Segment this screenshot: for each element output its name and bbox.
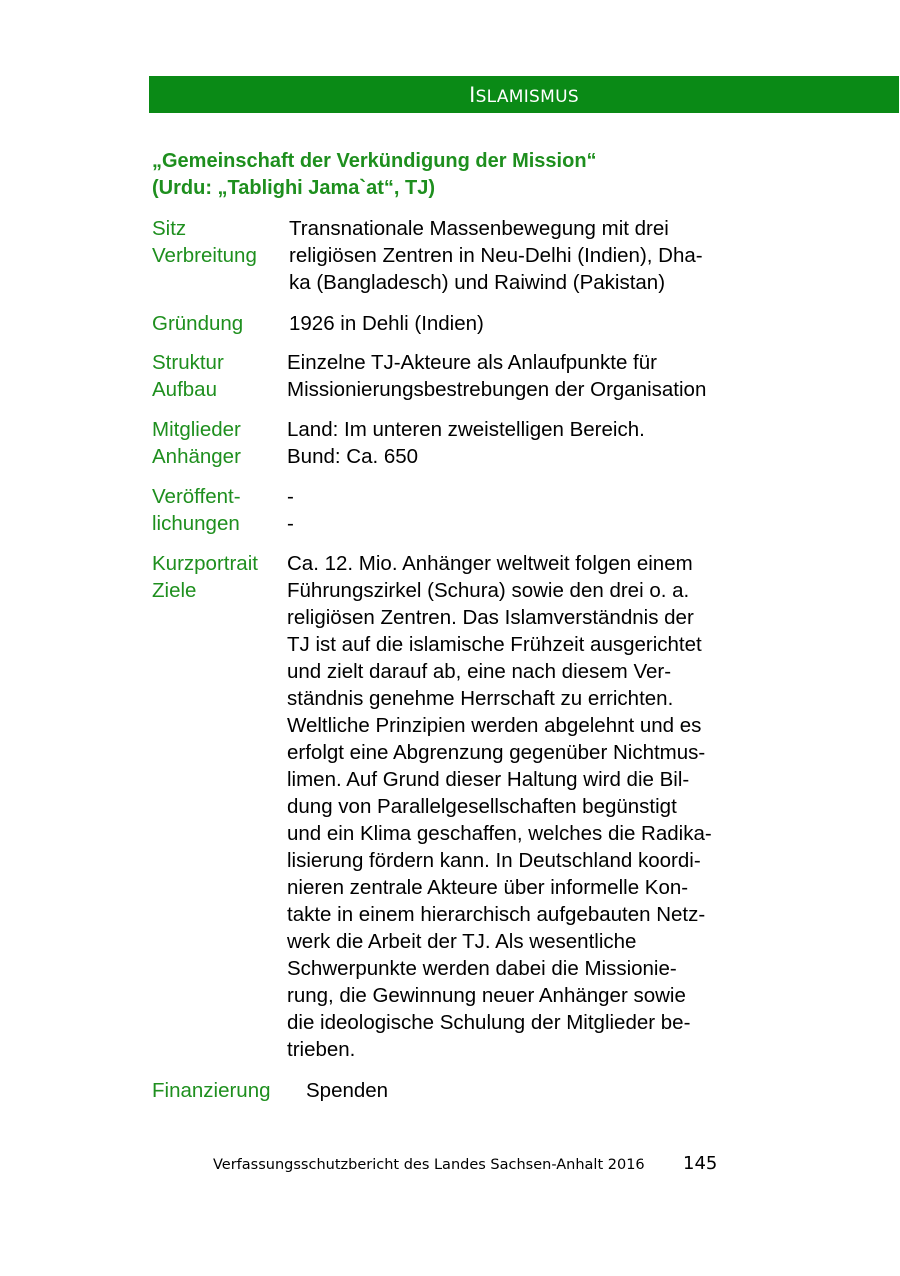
row-label: [152, 310, 292, 337]
row-label: [152, 215, 292, 269]
label-line: Mitglieder: [152, 418, 241, 441]
row-label: [152, 349, 292, 403]
value-line: Führungszirkel (Schura) sowie den drei o. a.: [287, 579, 690, 602]
row-label: [152, 416, 292, 470]
row-value: [289, 310, 789, 337]
value-line: und zielt darauf ab, eine nach diesem Ver-: [287, 660, 672, 683]
value-line: nieren zentrale Akteure über informelle Kon-: [287, 876, 689, 899]
value-line: religiösen Zentren. Das Islamverständnis der: [287, 606, 694, 629]
footer-text: Verfassungsschutzbericht des Landes Sachsen-Anhalt 2016: [213, 1157, 645, 1173]
section-title: SLAMISMUS: [475, 87, 579, 107]
page-title: [152, 148, 852, 202]
row-value: [287, 349, 787, 403]
label-line: Anhänger: [152, 445, 241, 468]
value-line: und ein Klima geschaffen, welches die Radika-: [287, 822, 712, 845]
value-line: religiösen Zentren in Neu-Delhi (Indien), Dha-: [289, 244, 703, 267]
row-label: [152, 1077, 292, 1104]
page-number: 145: [683, 1153, 718, 1174]
row-value: [287, 416, 787, 470]
value-line: Bund: Ca. 650: [287, 445, 419, 468]
value-line: dung von Parallelgesellschaften begünstigt: [287, 795, 677, 818]
value-line: Spenden: [306, 1079, 389, 1102]
value-line: takte in einem hierarchisch aufgebauten Netz-: [287, 903, 706, 926]
value-line: ka (Bangladesch) und Raiwind (Pakistan): [289, 271, 666, 294]
label-line: Gründung: [152, 312, 244, 335]
value-line: Transnationale Massenbewegung mit drei: [289, 217, 669, 240]
row-value: [289, 215, 789, 296]
row-value: [306, 1077, 806, 1104]
value-line: rung, die Gewinnung neuer Anhänger sowie: [287, 984, 686, 1007]
value-line: TJ ist auf die islamische Frühzeit ausgerichtet: [287, 633, 702, 656]
value-line: Schwerpunkte werden dabei die Missionie-: [287, 957, 677, 980]
label-line: Ziele: [152, 579, 197, 602]
row-label: [152, 550, 292, 604]
label-line: Sitz: [152, 217, 187, 240]
value-line: werk die Arbeit der TJ. Als wesentliche: [287, 930, 637, 953]
value-line: die ideologische Schulung der Mitglieder be-: [287, 1011, 691, 1034]
value-line: trieben.: [287, 1038, 356, 1061]
label-line: Struktur: [152, 351, 224, 374]
value-line: Einzelne TJ-Akteure als Anlaufpunkte für: [287, 351, 657, 374]
label-line: lichungen: [152, 512, 240, 535]
value-line: lisierung fördern kann. In Deutschland koordi-: [287, 849, 701, 872]
section-banner: [149, 76, 899, 113]
value-line: ständnis genehme Herrschaft zu errichten.: [287, 687, 674, 710]
value-line: Weltliche Prinzipien werden abgelehnt und es: [287, 714, 702, 737]
title-line-2: (Urdu: „Tablighi Jama`at“, TJ): [152, 177, 435, 199]
row-value: [287, 550, 787, 1063]
value-line: Land: Im unteren zweistelligen Bereich.: [287, 418, 645, 441]
value-line: Ca. 12. Mio. Anhänger weltweit folgen einem: [287, 552, 693, 575]
label-line: Kurzportrait: [152, 552, 258, 575]
label-line: Finanzierung: [152, 1079, 271, 1102]
title-line-1: „Gemeinschaft der Verkündigung der Mission“: [152, 150, 597, 172]
value-line: 1926 in Dehli (Indien): [289, 312, 484, 335]
label-line: Veröffent-: [152, 485, 241, 508]
value-line: -: [287, 485, 294, 508]
label-line: Verbreitung: [152, 244, 257, 267]
value-line: -: [287, 512, 294, 535]
label-line: Aufbau: [152, 378, 217, 401]
row-label: [152, 483, 292, 537]
value-line: limen. Auf Grund dieser Haltung wird die Bil-: [287, 768, 690, 791]
value-line: erfolgt eine Abgrenzung gegenüber Nichtmus-: [287, 741, 706, 764]
section-initial: I: [469, 83, 476, 107]
row-value: [287, 483, 787, 537]
value-line: Missionierungsbestrebungen der Organisation: [287, 378, 707, 401]
